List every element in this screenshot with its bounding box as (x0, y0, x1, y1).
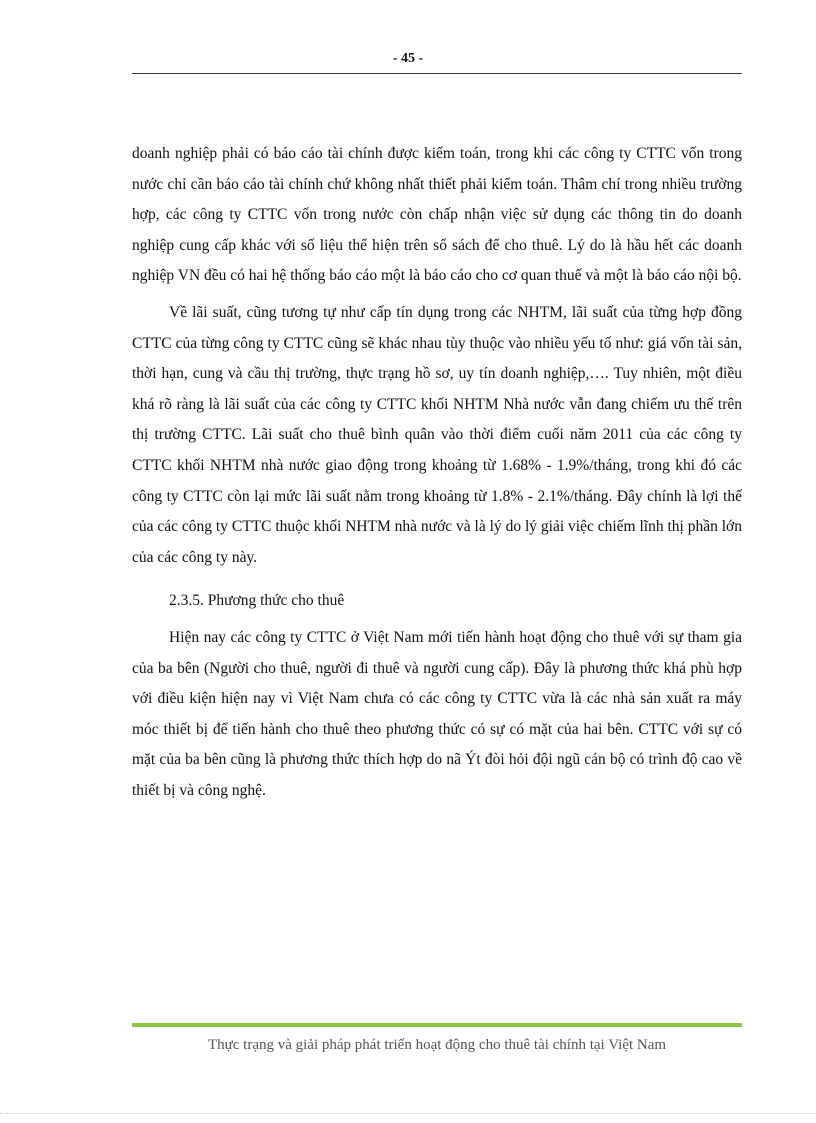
paragraph-interest-rate: Về lãi suất, cũng tương tự như cấp tín dụng trong các NHTM, lãi suất của từng hợp đồng CTTC của từng công ty CTTC cũng sẽ khác nhau tùy thuộc vào nhiều yếu tố như: giá vốn tài sản, thời hạn, cung và cầu thị trường, thực trạng hồ sơ, uy tín doanh nghiệp,…. Tuy nhiên, một điều khá rõ ràng là lãi suất của các công ty CTTC khối NHTM Nhà nước vẫn đang chiếm ưu thế trên thị trường CTTC. Lãi suất cho thuê bình quân vào thời điểm cuối năm 2011 của các công ty CTTC khối NHTM nhà nước giao động trong khoảng từ 1.68% - 1.9%/tháng, trong khi đó các công ty CTTC còn lại mức lãi suất nằm trong khoảng từ 1.8% - 2.1%/tháng. Đây chính là lợi thế của các công ty CTTC thuộc khối NHTM nhà nước và là lý do lý giải việc chiếm lĩnh thị phần lớn của các công ty này. (132, 303, 742, 566)
page-number: - 45 - (392, 51, 424, 66)
section-heading: 2.3.5. Phương thức cho thuê (169, 592, 345, 610)
paragraph-continuation: doanh nghiệp phải có báo cáo tài chính được kiểm toán, trong khi các công ty CTTC vốn trong nước chỉ cần báo cáo tài chính chứ không nhất thiết phải kiểm toán. Thâm chí trong nhiều trường hợp, các công ty CTTC vốn trong nước còn chấp nhận việc sử dụng các thông tin do doanh nghiệp cung cấp khác với số liệu thể hiện trên sổ sách để cho thuê. Lý do là hầu hết các doanh nghiệp VN đều có hai hệ thống báo cáo một là báo cáo cho cơ quan thuế và một là báo cáo nội bộ. (132, 145, 742, 285)
page-bottom-border (0, 1113, 816, 1114)
footer-title: Thực trạng và giải pháp phát triển hoạt động cho thuê tài chính tại Việt Nam (207, 1037, 667, 1053)
document-body (132, 139, 742, 806)
header-rule (132, 73, 742, 74)
paragraph-leasing-method: Hiện nay các công ty CTTC ở Việt Nam mới tiến hành hoạt động cho thuê với sự tham gia của ba bên (Người cho thuê, người đi thuê và người cung cấp). Đây là phương thức khá phù hợp với điều kiện hiện nay vì Việt Nam chưa có các công ty CTTC vừa là các nhà sản xuất ra máy móc thiết bị để tiến hành cho thuê theo phương thức có sự có mặt của hai bên. CTTC với sự có mặt của ba bên cũng là phương thức thích hợp do nã Ýt đòi hỏi đội ngũ cán bộ có trình độ cao về thiết bị và công nghệ. (132, 628, 742, 799)
footer-rule (132, 1023, 742, 1027)
